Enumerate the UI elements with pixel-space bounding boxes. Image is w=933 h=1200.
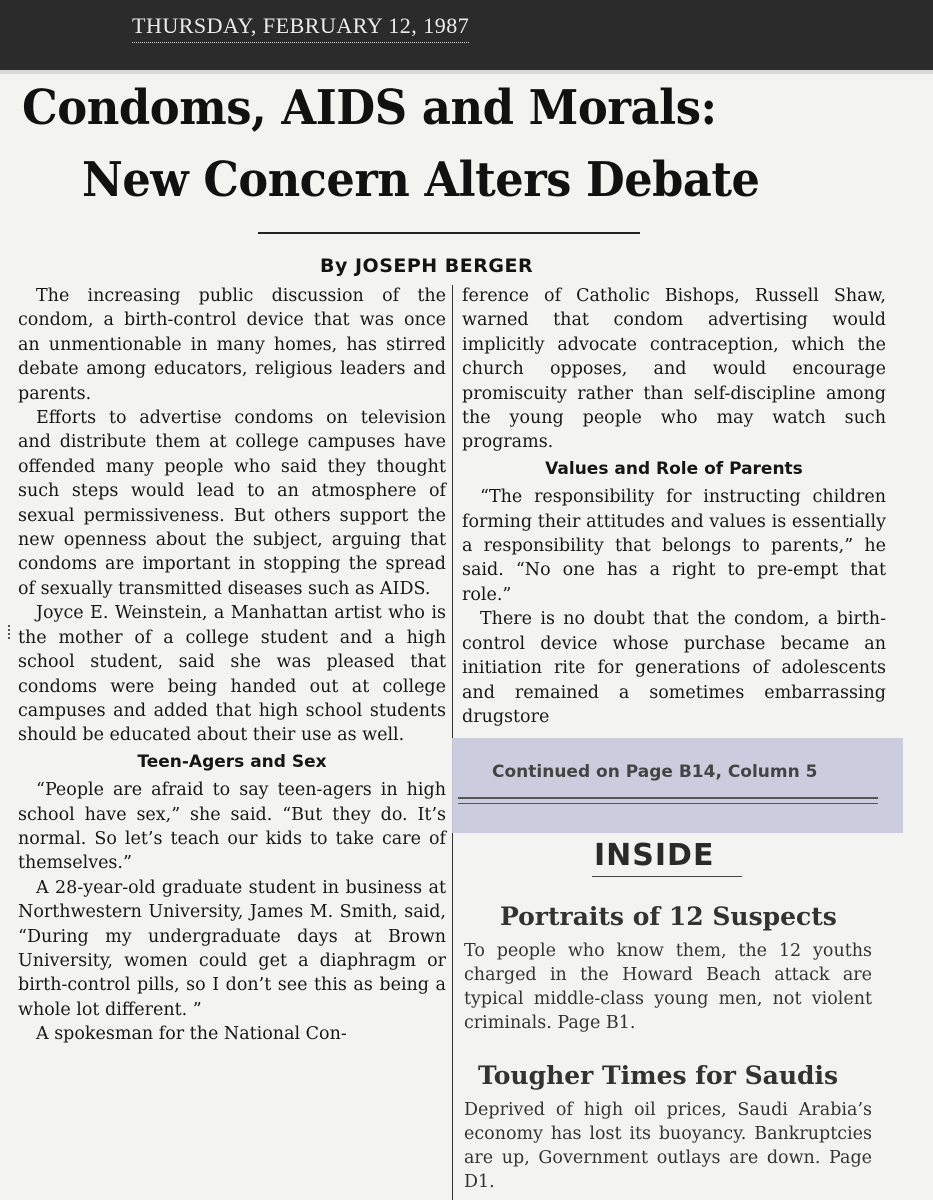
paragraph: There is no doubt that the condom, a birth-control device whose purchase became an initiation rite for generations of adolescents and remained a sometimes embarrassing drugstore	[462, 609, 886, 727]
continued-rule	[458, 797, 878, 799]
inside-summary: To people who know them, the 12 youths charged in the Howard Beach attack are typical middle-class young men, not violent criminals. Page B1.	[464, 941, 872, 1033]
subheading-values: Values and Role of Parents	[545, 458, 803, 479]
continued-rule	[458, 803, 878, 804]
margin-mark	[8, 625, 13, 639]
headline-line-1: Condoms, AIDS and Morals:	[22, 80, 717, 136]
paragraph: Efforts to advertise condoms on television and distribute them at college campuses have offended many people who said they thought such steps would lead to an atmosphere of sexual permissiveness. But others support the new openness about the subject, arguing that condoms are important in stopping the spread of sexually transmitted diseases such as AIDS.	[18, 408, 446, 599]
article-column-2	[462, 284, 886, 729]
paragraph: ference of Catholic Bishops, Russell Shaw, warned that condom advertising would implicitly advocate contraception, which the church opposes, and would encourage promiscuity rather than self-discipline among the young people who may watch such programs.	[462, 286, 886, 453]
date-bar	[0, 0, 933, 70]
continued-highlight	[452, 738, 903, 833]
inside-headline: Portraits of 12 Suspects	[500, 902, 837, 931]
inside-rule	[592, 876, 742, 877]
inside-headline: Tougher Times for Saudis	[478, 1061, 839, 1090]
subheading-teen-agers: Teen-Agers and Sex	[137, 751, 327, 772]
paragraph: A spokesman for the National Con-	[36, 1024, 347, 1045]
paragraph: “People are afraid to say teen-agers in high school have sex,” she said. “But they do. It’s normal. So let’s teach our kids to take care of themselves.”	[18, 780, 446, 874]
clipping-edge	[0, 70, 933, 74]
paragraph: The increasing public discussion of the condom, a birth-control device that was once an unmentionable in many homes, has stirred debate among educators, religious leaders and parents.	[18, 286, 446, 404]
paragraph: “The responsibility for instructing children forming their attitudes and values is essentially a responsibility that belongs to parents,” he said. “No one has a right to pre-empt that role.”	[462, 487, 886, 605]
continued-line: Continued on Page B14, Column 5	[492, 762, 818, 782]
paragraph: Joyce E. Weinstein, a Manhattan artist who is the mother of a college student and a high school student, said she was pleased that condoms were being handed out at college campuses and added that high school students should be educated about their use as well.	[18, 603, 446, 746]
paragraph: A 28-year-old graduate student in business at Northwestern University, James M. Smith, said, “During my undergraduate days at Brown University, women could get a diaphragm or birth-control pills, so I don’t see this as being a whole lot different. ”	[18, 877, 446, 1020]
headline-line-2: New Concern Alters Debate	[82, 152, 760, 208]
date-link[interactable]: THURSDAY, FEBRUARY 12, 1987	[132, 13, 469, 43]
byline: By JOSEPH BERGER	[320, 255, 534, 277]
headline-divider	[258, 232, 640, 234]
article-column-1	[18, 284, 446, 1047]
inside-summary: Deprived of high oil prices, Saudi Arabia’s economy has lost its buoyancy. Bankruptcies are up, Government outlays are down. Page D1.	[464, 1100, 872, 1192]
inside-title: INSIDE	[594, 838, 715, 873]
